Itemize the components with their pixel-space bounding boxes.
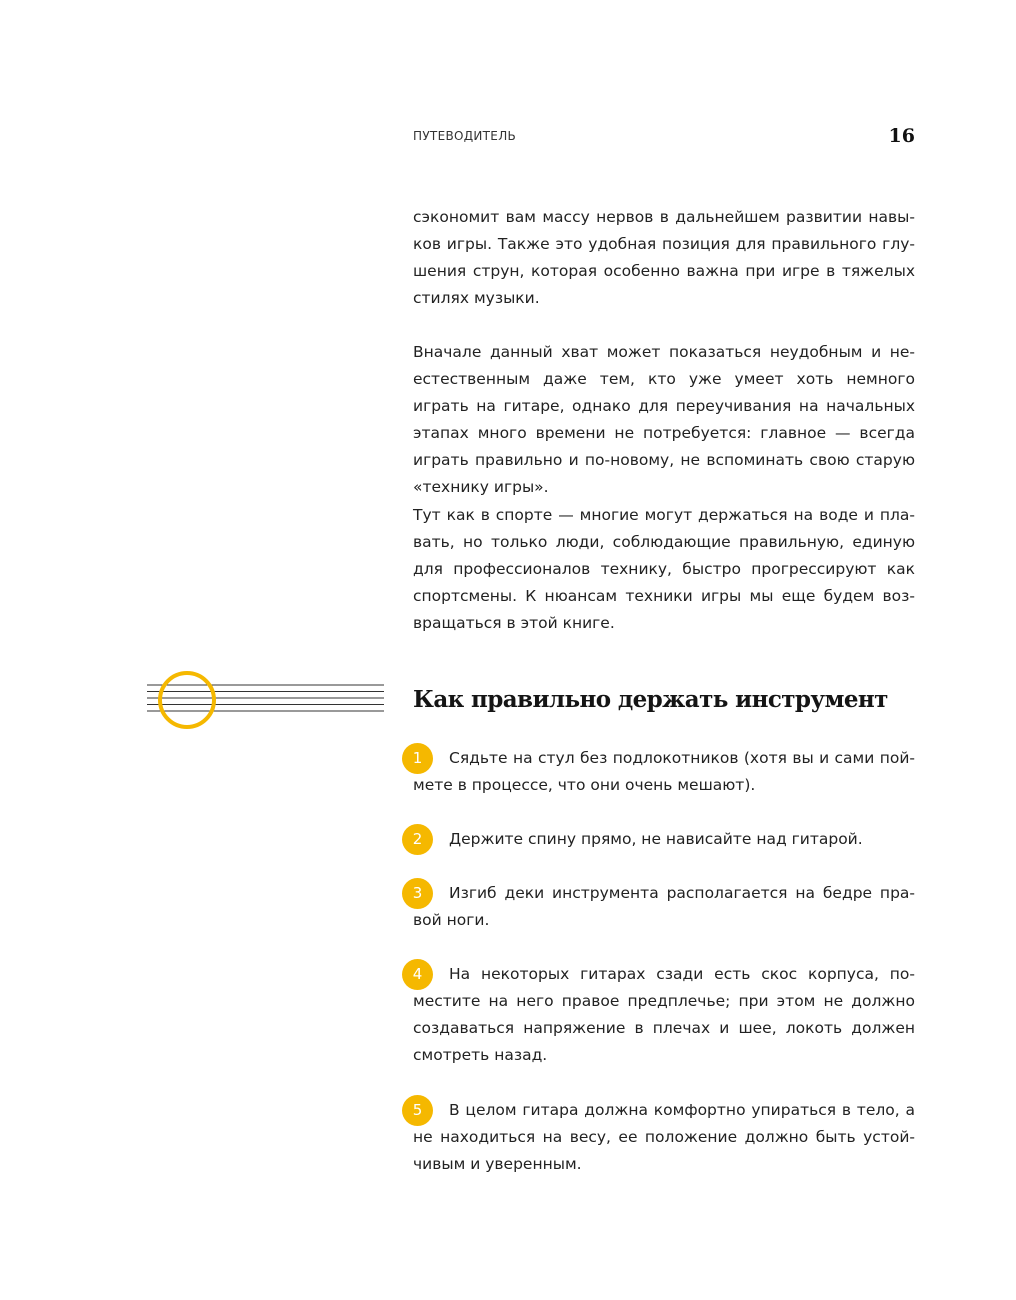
body-paragraph-3: Тут как в спорте — многие могут держаться на воде и плавать, но только люди, соблюдающие правильную, единую для профессионалов технику, быстро прогрессируют как спортсмены. К нюансам техники игры мы еще будем возвращаться в этой книге. bbox=[413, 506, 915, 632]
section-heading: Как правильно держать инструмент bbox=[413, 686, 888, 713]
running-head: ПУТЕВОДИТЕЛЬ bbox=[413, 129, 517, 143]
step-number-badge: 1 bbox=[402, 743, 433, 774]
step-text: Держите спину прямо, не нависайте над гитарой. bbox=[449, 830, 863, 848]
step-text: Сядьте на стул без подлокотников (хотя вы и сами поймете в процессе, что они очень мешают). bbox=[413, 749, 915, 794]
page-number: 16 bbox=[888, 125, 915, 147]
step-number-badge: 2 bbox=[402, 824, 433, 855]
list-item-step-5 bbox=[413, 1097, 915, 1178]
list-item-step-4 bbox=[413, 961, 915, 1069]
step-number-badge: 4 bbox=[402, 959, 433, 990]
list-item-step-3 bbox=[413, 880, 915, 934]
body-paragraph-2: Вначале данный хват может показаться неудобным и неестественным даже тем, кто уже умеет хоть немного играть на гитаре, однако для переучивания на начальных этапах много времени не потребуется: главное — всегда играть правильно и по-новому, не вспоминать свою старую «технику игры». bbox=[413, 343, 915, 496]
step-number-badge: 5 bbox=[402, 1095, 433, 1126]
step-text: На некоторых гитарах сзади есть скос корпуса, поместите на него правое предплечье; при этом не должно создаваться напряжение в плечах и шее, локоть должен смотреть назад. bbox=[413, 965, 915, 1064]
body-paragraph-1: сэкономит вам массу нервов в дальнейшем развитии навыков игры. Также это удобная позиция для правильного глушения струн, которая особенно важна при игре в тяжелых стилях музыки. bbox=[413, 208, 915, 307]
list-item-step-1 bbox=[413, 745, 915, 799]
step-text: Изгиб деки инструмента располагается на бедре правой ноги. bbox=[413, 884, 915, 929]
step-text: В целом гитара должна комфортно упираться в тело, а не находиться на весу, ее положение должно быть устойчивым и уверенным. bbox=[413, 1101, 915, 1173]
note-circle-icon bbox=[157, 670, 217, 730]
step-number-badge: 3 bbox=[402, 878, 433, 909]
list-item-step-2 bbox=[413, 826, 915, 853]
